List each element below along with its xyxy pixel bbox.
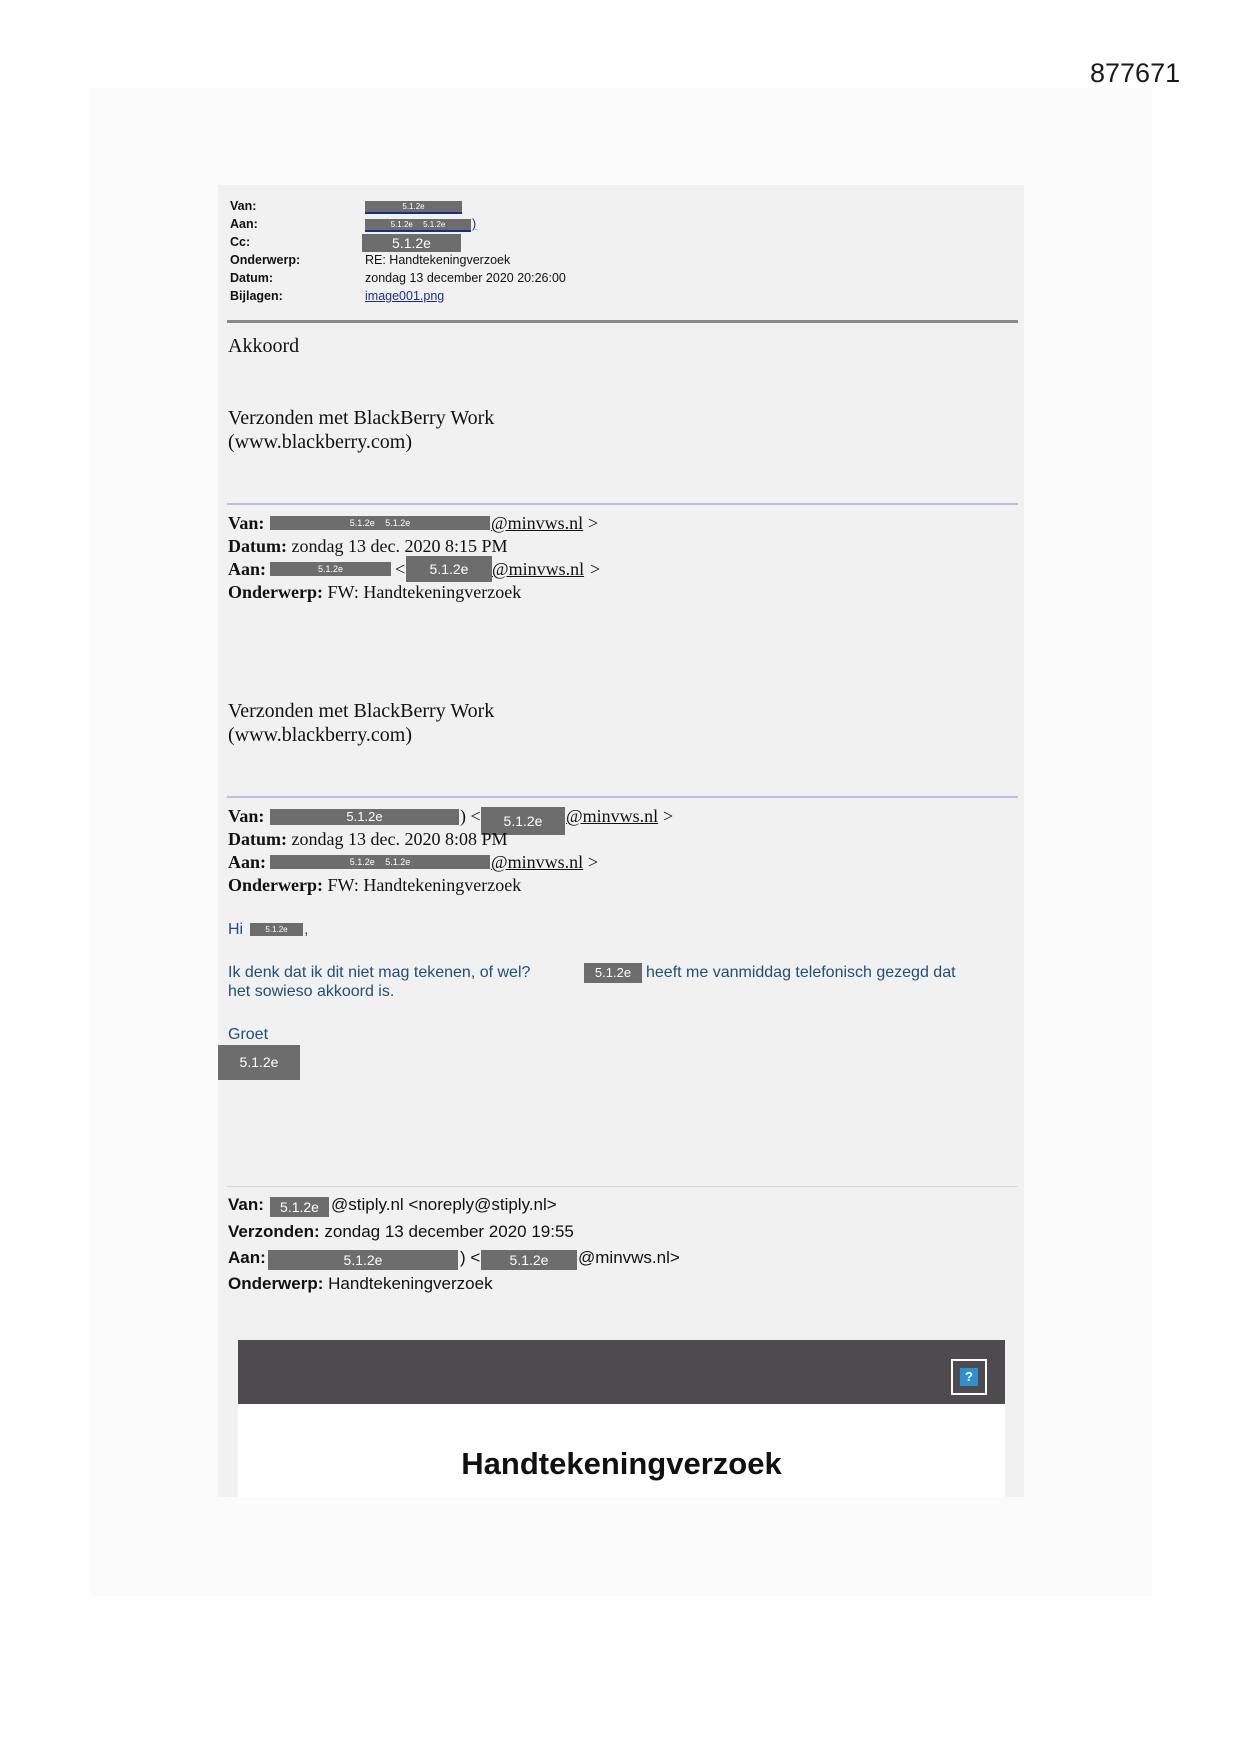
email-printout [218, 185, 1024, 1497]
email-address[interactable]: @minvws.nl [491, 852, 584, 872]
closing: Groet [228, 1026, 269, 1043]
redaction-box: 5.1.2e [270, 562, 391, 576]
to-label: Aan: [230, 217, 258, 231]
email-banner [238, 1340, 1005, 1404]
help-button[interactable] [951, 1359, 987, 1395]
datum-value: zondag 13 dec. 2020 8:15 PM [291, 536, 508, 556]
message-divider [227, 796, 1018, 798]
signature-line: Verzonden met BlackBerry Work [228, 700, 495, 722]
verzonden-label: Verzonden: [228, 1222, 320, 1241]
redaction-box: 5.1.2e [268, 1250, 458, 1270]
signature-line: (www.blackberry.com) [228, 724, 412, 746]
redaction-box [365, 219, 471, 232]
bracket: > [588, 852, 599, 872]
to-address: @minvws.nl> [578, 1248, 680, 1267]
datum-value: zondag 13 dec. 2020 8:08 PM [291, 829, 508, 849]
document-number: 877671 [1090, 58, 1181, 88]
redaction-code: 5.1.2e [385, 518, 411, 528]
redaction-box: 5.1.2e [270, 1197, 329, 1217]
help-icon: ? [960, 1368, 978, 1386]
from-address: @stiply.nl <noreply@stiply.nl> [331, 1195, 557, 1214]
header-divider [227, 320, 1018, 323]
redaction-code: 5.1.2e [423, 220, 446, 229]
redaction-code: 5.1.2e [385, 857, 411, 867]
greeting: Hi [228, 921, 244, 938]
redaction-box [270, 855, 490, 869]
bracket: > [663, 806, 674, 826]
redaction-box: 5.1.2e [362, 234, 461, 252]
onderwerp-label: Onderwerp: [228, 1274, 324, 1293]
aan-label: Aan: [228, 852, 267, 872]
redaction-box: 5.1.2e [250, 923, 303, 936]
van-label: Van: [228, 1195, 264, 1214]
to-suffix: ) [472, 217, 477, 231]
onderwerp-value: FW: Handtekeningverzoek [327, 582, 522, 602]
message-divider [227, 503, 1018, 505]
email-address[interactable]: @minvws.nl [566, 806, 659, 826]
body-text: Ik denk dat ik dit niet mag tekenen, of wel? [228, 964, 531, 981]
date-label: Datum: [230, 271, 274, 285]
datum-label: Datum: [228, 536, 287, 556]
aan-label: Aan: [228, 1248, 266, 1267]
bracket: ) < [460, 1248, 481, 1267]
body-text: heeft me vanmiddag telefonisch gezegd dat [646, 964, 956, 981]
van-label: Van: [228, 806, 265, 826]
redaction-code: 5.1.2e [349, 518, 375, 528]
van-label: Van: [228, 513, 265, 533]
bracket: > [588, 513, 599, 533]
attachments-label: Bijlagen: [230, 289, 283, 303]
redaction-code: 5.1.2e [390, 220, 413, 229]
card-title: Handtekeningverzoek [461, 1446, 782, 1481]
aan-label: Aan: [228, 559, 267, 579]
datum-label: Datum: [228, 829, 287, 849]
redaction-box: 5.1.2e [481, 807, 565, 835]
redaction-box [270, 516, 490, 530]
redaction-box: 5.1.2e [218, 1045, 300, 1080]
verzonden-value: zondag 13 december 2020 19:55 [324, 1222, 574, 1241]
reply-body: Akkoord [228, 335, 300, 357]
redaction-box: 5.1.2e [584, 963, 642, 983]
date-value: zondag 13 december 2020 20:26:00 [365, 271, 566, 285]
redaction-box: 5.1.2e [481, 1250, 577, 1270]
cc-label: Cc: [230, 235, 251, 249]
onderwerp-value: FW: Handtekeningverzoek [327, 875, 522, 895]
email-address[interactable]: @minvws.nl [491, 513, 584, 533]
bracket: < [395, 559, 406, 579]
redaction-box: 5.1.2e [406, 556, 492, 582]
subject-value: RE: Handtekeningverzoek [365, 253, 511, 267]
body-text: het sowieso akkoord is. [228, 983, 395, 1000]
signature-line: (www.blackberry.com) [228, 431, 412, 453]
onderwerp-value: Handtekeningverzoek [328, 1274, 493, 1293]
from-label: Van: [230, 199, 257, 213]
signature-line: Verzonden met BlackBerry Work [228, 407, 495, 429]
redaction-code: 5.1.2e [349, 857, 375, 867]
redaction-box: 5.1.2e [365, 201, 462, 214]
bracket: ) < [460, 806, 481, 826]
onderwerp-label: Onderwerp: [228, 582, 323, 602]
attachment-link[interactable]: image001.png [365, 289, 445, 303]
email-card [238, 1404, 1005, 1497]
greeting-comma: , [304, 921, 309, 938]
subject-label: Onderwerp: [230, 253, 301, 267]
bracket: > [590, 559, 601, 579]
message-divider [227, 1186, 1018, 1187]
onderwerp-label: Onderwerp: [228, 875, 323, 895]
email-address[interactable]: @minvws.nl [492, 559, 585, 579]
redaction-box: 5.1.2e [270, 809, 459, 825]
